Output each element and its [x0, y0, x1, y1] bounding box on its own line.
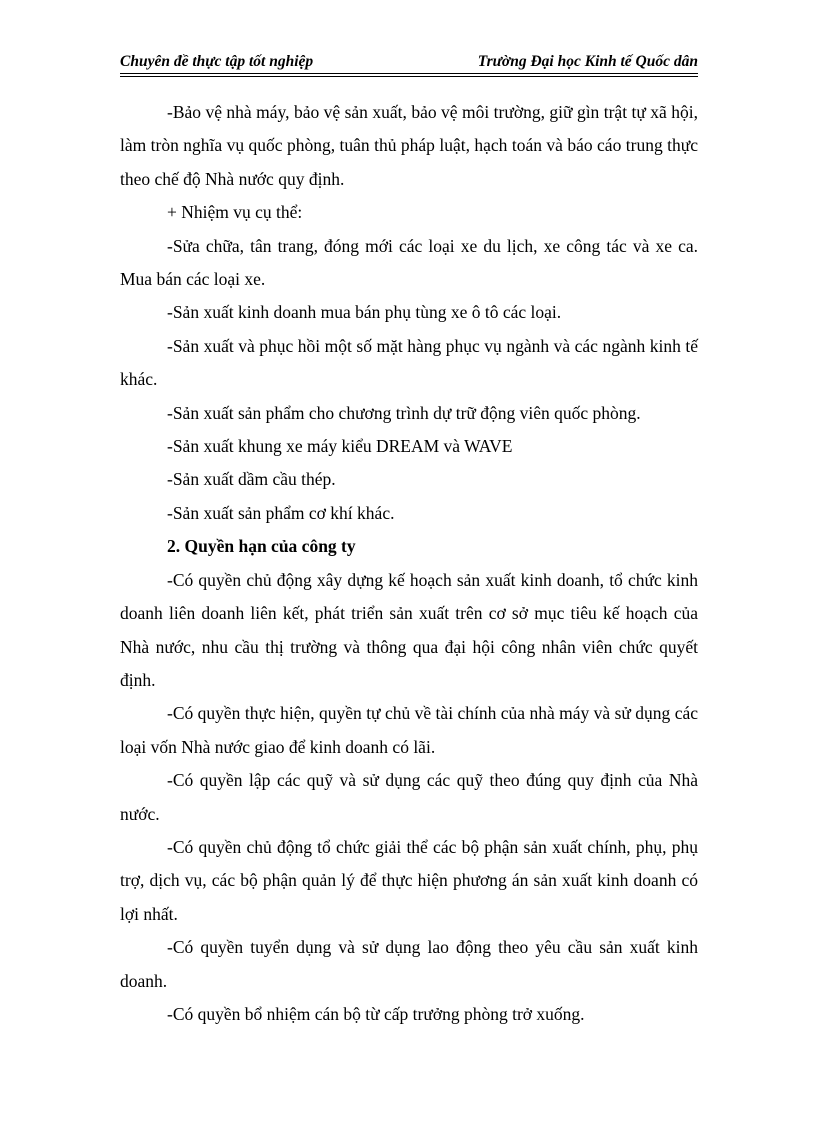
paragraph: -Có quyền lập các quỹ và sử dụng các quỹ theo đúng quy định của Nhà nước.: [120, 770, 698, 824]
paragraph: -Sản xuất sản phẩm cơ khí khác.: [167, 502, 395, 523]
section-heading: 2. Quyền hạn của công ty: [167, 536, 356, 557]
paragraph: -Có quyền chủ động tổ chức giải thể các bộ phận sản xuất chính, phụ, phụ trợ, dịch vụ, các bộ phận quản lý để thực hiện phương án sản xuất kinh doanh có lợi nhất.: [120, 836, 698, 924]
paragraph: -Có quyền tuyển dụng và sử dụng lao động theo yêu cầu sản xuất kinh doanh.: [120, 937, 698, 991]
paragraph: -Bảo vệ nhà máy, bảo vệ sản xuất, bảo vệ môi trường, giữ gìn trật tự xã hội, làm tròn nghĩa vụ quốc phòng, tuân thủ pháp luật, hạch toán và báo cáo trung thực theo chế độ Nhà nước quy định.: [120, 102, 698, 189]
header-university-name: Trường Đại học Kinh tế Quốc dân: [477, 53, 698, 70]
paragraph-list-heading: + Nhiệm vụ cụ thể:: [167, 202, 303, 223]
paragraph: -Có quyền thực hiện, quyền tự chủ về tài chính của nhà máy và sử dụng các loại vốn Nhà nước giao để kinh doanh có lãi.: [120, 703, 698, 757]
page-header: [120, 52, 698, 74]
paragraph: -Sửa chữa, tân trang, đóng mới các loại xe du lịch, xe công tác và xe ca. Mua bán các loại xe.: [120, 235, 698, 290]
paragraph: -Sản xuất kinh doanh mua bán phụ tùng xe ô tô các loại.: [167, 302, 562, 323]
header-thesis-title: Chuyên đề thực tập tốt nghiệp: [120, 53, 314, 70]
document-body: [120, 96, 698, 1031]
paragraph: -Có quyền chủ động xây dựng kế hoạch sản xuất kinh doanh, tổ chức kinh doanh liên doanh liên kết, phát triển sản xuất trên cơ sở mục tiêu kế hoạch của Nhà nước, nhu cầu thị trường và thông qua đại hội công nhân viên chức quyết định.: [120, 569, 698, 690]
paragraph: -Sản xuất khung xe máy kiểu DREAM và WAVE: [167, 436, 513, 457]
paragraph: -Sản xuất dầm cầu thép.: [167, 469, 336, 490]
paragraph: -Có quyền bổ nhiệm cán bộ từ cấp trưởng phòng trở xuống.: [167, 1003, 585, 1024]
paragraph: -Sản xuất sản phẩm cho chương trình dự trữ động viên quốc phòng.: [167, 402, 641, 423]
header-divider: [120, 73, 698, 77]
paragraph: -Sản xuất và phục hồi một số mặt hàng phục vụ ngành và các ngành kinh tế khác.: [120, 335, 698, 390]
